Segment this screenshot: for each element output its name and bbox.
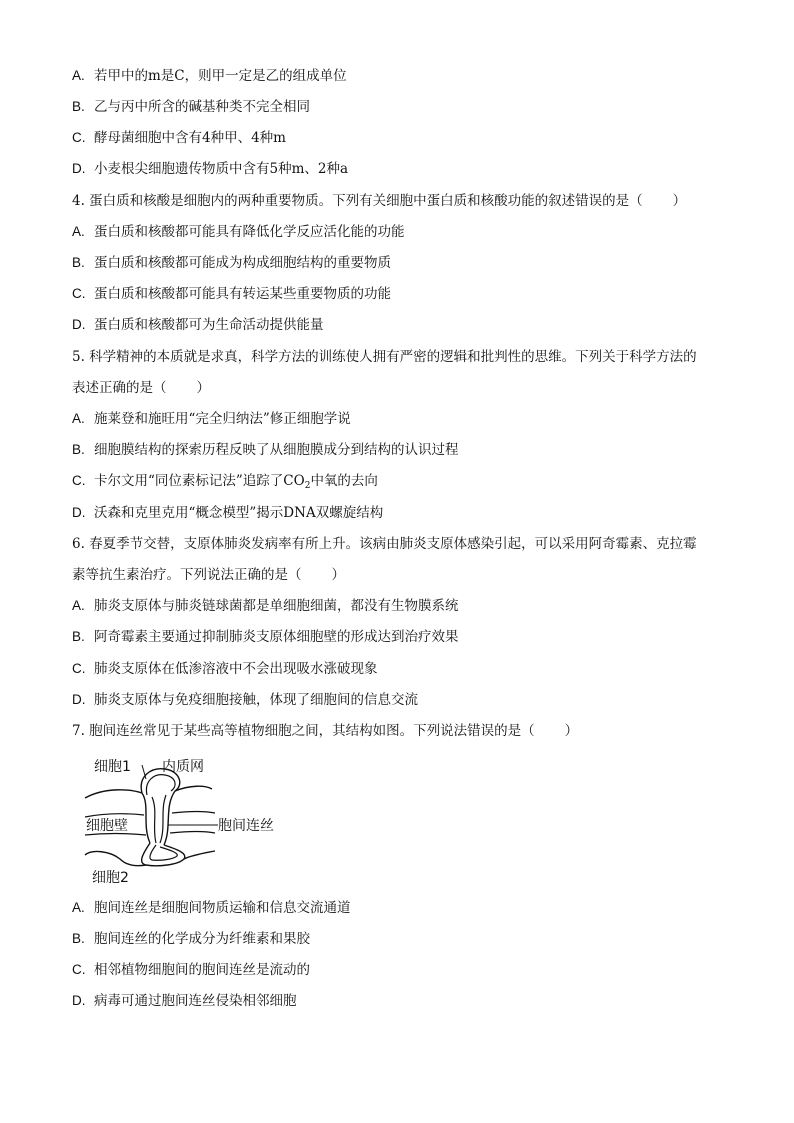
cell2-membrane-right (184, 851, 215, 859)
cell2-membrane-left (85, 852, 146, 866)
desmotubule-right (160, 795, 166, 843)
q6-stem-line2: 素等抗生素治疗。下列说法正确的是（ ） (72, 567, 345, 583)
label-plasmodesma: 胞间连丝 (218, 818, 274, 834)
cell-wall-upper-left (85, 814, 144, 817)
q5-stem-line1: 5. 科学精神的本质就是求真，科学方法的训练使人拥有严密的逻辑和批判性的思维。下列关于科学方法的 (72, 349, 697, 365)
q5-option-d: D. 沃森和克里克用“概念模型”揭示DNA双螺旋结构 (72, 505, 384, 521)
q5-option-b: B. 细胞膜结构的探索历程反映了从细胞膜成分到结构的认识过程 (72, 442, 459, 458)
q4-stem: 4. 蛋白质和核酸是细胞内的两种重要物质。下列有关细胞中蛋白质和核酸功能的叙述错误的是（ ） (72, 193, 687, 209)
channel-right-wall (164, 791, 175, 845)
cell-wall-upper-right (172, 812, 215, 814)
label-er: 内质网 (162, 759, 204, 775)
q6-option-d: D. 肺炎支原体与免疫细胞接触，体现了细胞间的信息交流 (72, 692, 418, 708)
q4-option-a: A. 蛋白质和核酸都可能具有降低化学反应活化能的功能 (72, 224, 405, 240)
q5-option-a: A. 施莱登和施旺用“完全归纳法”修正细胞学说 (72, 411, 351, 427)
q7-option-b: B. 胞间连丝的化学成分为纤维素和果胶 (72, 931, 310, 947)
q6-option-a: A. 肺炎支原体与肺炎链球菌都是单细胞细菌，都没有生物膜系统 (72, 598, 459, 614)
q5-stem-line2: 表述正确的是（ ） (72, 380, 210, 396)
q5-option-c: C. 卡尔文用“同位素标记法”追踪了$CO_2$中氧的去向 (72, 473, 378, 491)
label-cell-wall: 细胞壁 (86, 818, 128, 834)
q7-stem: 7. 胞间连丝常见于某些高等植物细胞之间，其结构如图。下列说法错误的是（ ） (72, 723, 579, 739)
q7-option-a: A. 胞间连丝是细胞间物质运输和信息交流通道 (72, 900, 351, 916)
er-lower-inner (150, 845, 177, 860)
er-lower-outer (142, 843, 185, 866)
q3-option-a: A. 若甲中的m是C，则甲一定是乙的组成单位 (72, 68, 347, 84)
label-cell1: 细胞1 (94, 759, 131, 775)
q7-option-c: C. 相邻植物细胞间的胞间连丝是流动的 (72, 962, 310, 978)
q4-option-b: B. 蛋白质和核酸都可能成为构成细胞结构的重要物质 (72, 255, 391, 271)
plasmodesma-diagram (80, 755, 300, 887)
q4-option-c: C. 蛋白质和核酸都可能具有转运某些重要物质的功能 (72, 286, 391, 302)
cell1-membrane (85, 790, 142, 798)
q6-stem-line1: 6. 春夏季节交替，支原体肺炎发病率有所上升。该病由肺炎支原体感染引起，可以采用阿奇霉素、克拉霉 (72, 536, 697, 552)
desmotubule-left (152, 797, 156, 843)
q7-option-d: D. 病毒可通过胞间连丝侵染相邻细胞 (72, 993, 297, 1009)
cell1-membrane-right (175, 786, 212, 791)
channel-left-wall (142, 793, 150, 843)
q3-option-b: B. 乙与丙中所含的碱基种类不完全相同 (72, 99, 310, 115)
er-loop-inner (146, 775, 175, 795)
label-cell2: 细胞2 (92, 870, 129, 886)
q3-option-c: C. 酵母菌细胞中含有4种甲、4种m (72, 130, 286, 146)
q6-option-c: C. 肺炎支原体在低渗溶液中不会出现吸水涨破现象 (72, 661, 378, 677)
q3-option-d: D. 小麦根尖细胞遗传物质中含有5种m、2种a (72, 161, 349, 177)
q4-option-d: D. 蛋白质和核酸都可为生命活动提供能量 (72, 317, 324, 333)
q6-option-b: B. 阿奇霉素主要通过抑制肺炎支原体细胞壁的形成达到治疗效果 (72, 629, 459, 645)
cell-wall-lower-right (170, 832, 215, 834)
